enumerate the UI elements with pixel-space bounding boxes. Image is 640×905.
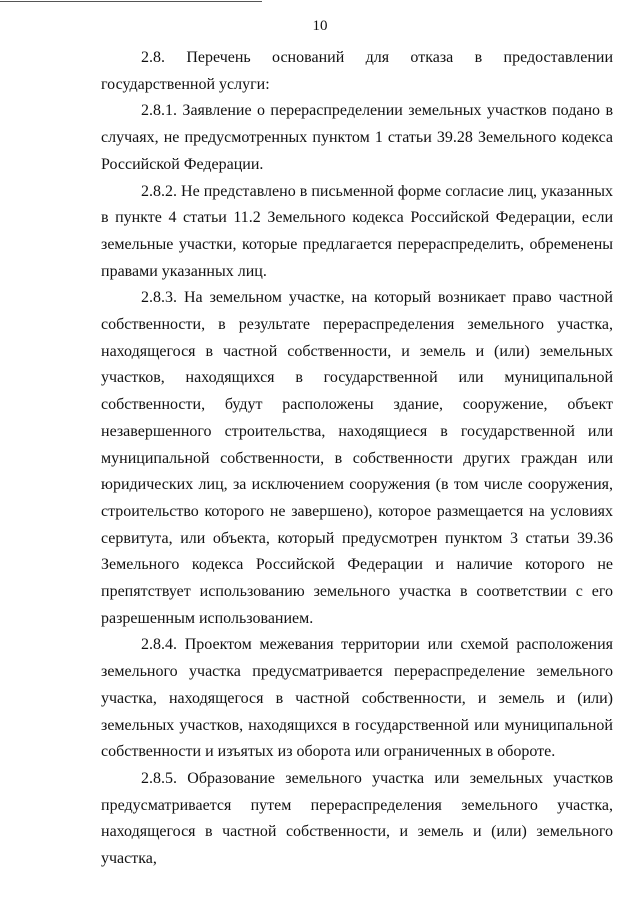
paragraph-2-8-2: 2.8.2. Не представлено в письменной форме согласие лиц, указанных в пункте 4 статьи 11.2 Земельного кодекса Российской Федерации, если земельные участки, которые предлагается перераспределить, обременены правами указанных лиц.: [101, 182, 613, 280]
paragraph-2-8: 2.8. Перечень оснований для отказа в предоставлении государственной услуги:: [101, 49, 613, 93]
page-number: 10: [312, 18, 328, 34]
top-rule-line: [0, 1, 262, 2]
paragraph-2-8-5: 2.8.5. Образование земельного участка или земельных участков предусматривается путем перераспределения земельного участка, находящегося в частной собственности, и земель и (или) земельного участка,: [101, 769, 613, 868]
paragraph-2-8-1: 2.8.1. Заявление о перераспределении земельных участков подано в случаях, не предусмотренных пунктом 1 статьи 39.28 Земельного кодекса Российской Федерации.: [101, 102, 613, 173]
paragraph-2-8-4: 2.8.4. Проектом межевания территории или схемой расположения земельного участка предусматривается перераспределение земельного участка, находящегося в частной собственности, и земель и (или) земельных участков, находящихся в государственной или муниципальной собственности и изъятых из оборота или ограниченных в обороте.: [101, 636, 613, 761]
document-body: [101, 45, 613, 873]
paragraph-2-8-3: 2.8.3. На земельном участке, на который возникает право частной собственности, в результате перераспределения земельного участка, находящегося в частной собственности, и земель и (или) земельных участков, находящихся в государственной или муниципальной собственности, будут расположены здание, сооружение, объект незавершенного строительства, находящиеся в государственной или муниципальной собственности, в собственности других граждан или юридических лиц, за исключением сооружения (в том числе сооружения, строительство которого не завершено), которое размещается на условиях сервитута, или объекта, который предусмотрен пунктом 3 статьи 39.36 Земельного кодекса Российской Федерации и наличие которого не препятствует использованию земельного участка в соответствии с его разрешенным использованием.: [101, 289, 613, 627]
